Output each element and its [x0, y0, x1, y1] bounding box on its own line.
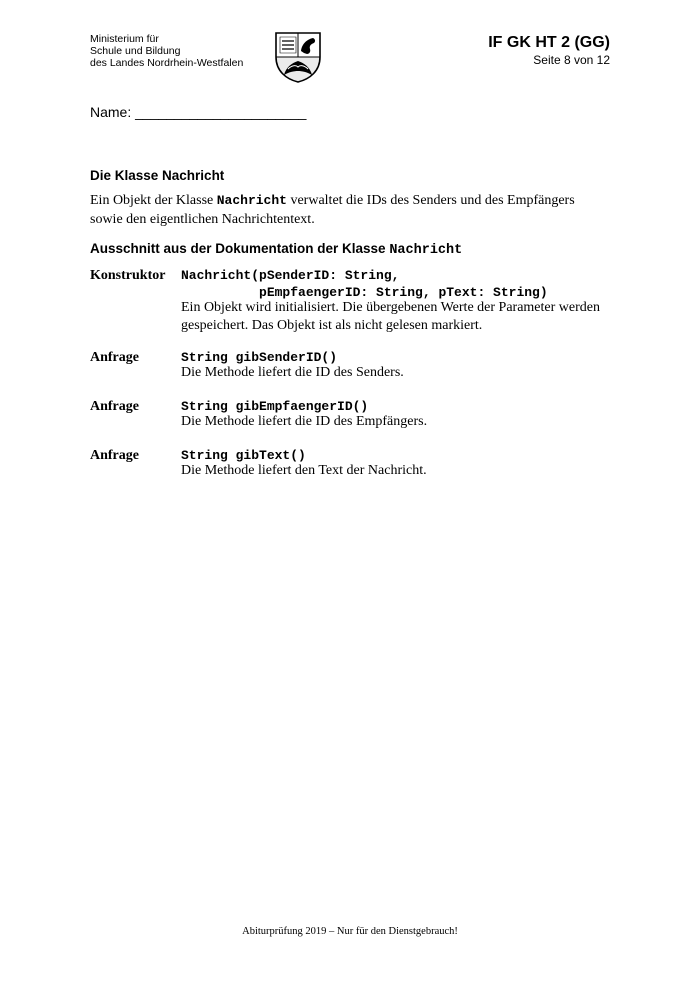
intro-text: verwaltet die IDs des Senders und des Empfängers sowie den eigentlichen Nachrichtentext.	[90, 193, 575, 227]
entry-description: Ein Objekt wird initialisiert. Die übergebenen Werte der Parameter werden gespeichert. Das Objekt ist als nicht gelesen markiert.	[181, 300, 600, 333]
class-name-code: Nachricht	[216, 193, 287, 208]
ministry-line: Ministerium für	[90, 33, 159, 45]
entry-signature-continued: pEmpfaengerID: String, pText: String)	[181, 285, 548, 300]
ministry-line: des Landes Nordrhein-Westfalen	[90, 57, 244, 69]
page-number: Seite 8 von 12	[533, 53, 610, 67]
section-intro	[90, 191, 610, 229]
entry-description: Die Methode liefert die ID des Empfängers.	[181, 414, 428, 429]
entry-description: Die Methode liefert den Text der Nachricht.	[181, 463, 427, 478]
entry-signature: String gibSenderID()	[181, 350, 338, 365]
doc-title-text: Ausschnitt aus der Dokumentation der Klasse	[90, 241, 390, 256]
entry-kind: Anfrage	[90, 350, 139, 365]
entry-signature: String gibText()	[181, 448, 306, 463]
entry-kind: Anfrage	[90, 448, 139, 463]
doc-title-code: Nachricht	[389, 243, 463, 258]
intro-text: Ein Objekt der Klasse	[90, 193, 217, 208]
name-field: Name: ______________________	[90, 104, 307, 120]
entry-signature: Nachricht(pSenderID: String,	[181, 268, 400, 283]
page-footer: Abiturprüfung 2019 – Nur für den Dienstgebrauch!	[242, 926, 458, 937]
entry-signature: String gibEmpfaengerID()	[181, 399, 369, 414]
section-title: Die Klasse Nachricht	[90, 168, 225, 183]
doc-entry-query	[90, 349, 610, 385]
nrw-coat-of-arms-icon	[274, 31, 322, 83]
ministry-line: Schule und Bildung	[90, 45, 181, 57]
doc-entry-query	[90, 398, 610, 434]
documentation-title	[90, 241, 462, 258]
ministry-name	[90, 33, 243, 69]
doc-entry-constructor	[90, 267, 610, 337]
entry-kind: Konstruktor	[90, 268, 166, 283]
entry-kind: Anfrage	[90, 399, 139, 414]
doc-entry-query	[90, 447, 610, 483]
entry-description: Die Methode liefert die ID des Senders.	[181, 365, 404, 380]
exam-identifier: IF GK HT 2 (GG)	[488, 34, 610, 51]
